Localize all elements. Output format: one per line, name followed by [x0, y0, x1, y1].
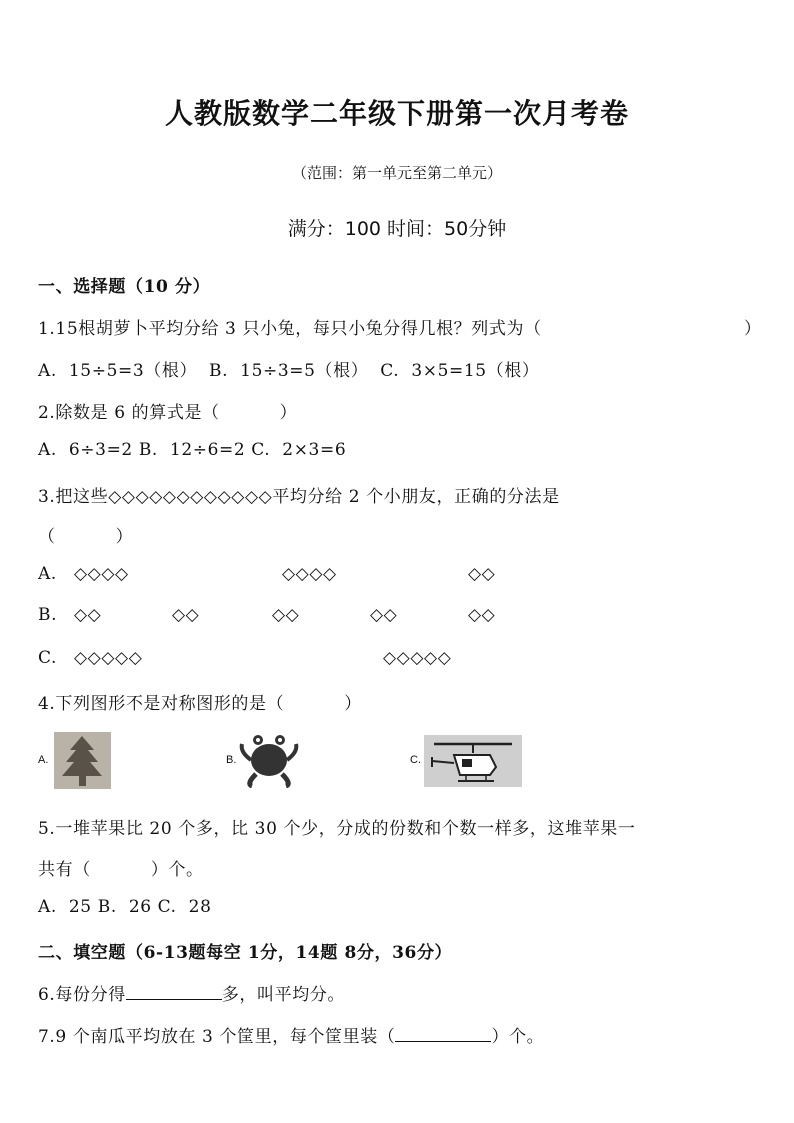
q3-option-a-group: ◇◇◇◇: [74, 564, 129, 584]
q3-option-b-group: ◇◇: [468, 605, 496, 625]
q3-option-a-group: ◇◇: [468, 564, 496, 584]
q7-text-before: 7.9 个南瓜平均放在 3 个筐里，每个筐里装（: [38, 1027, 396, 1047]
q3-option-b-label: B.: [38, 605, 58, 625]
q1-close-paren: ）: [744, 319, 762, 339]
q3-option-c-label: C.: [38, 648, 58, 668]
helicopter-picture: [424, 735, 522, 787]
q3-option-b-group: ◇◇: [74, 605, 102, 625]
q3-option-b-group: ◇◇: [172, 605, 200, 625]
q6-answer-blank[interactable]: [126, 985, 222, 1000]
q3-option-a-label: A.: [38, 564, 57, 584]
q4-stem: 4.下列图形不是对称图形的是（ ）: [38, 694, 362, 714]
q2-options: A. 6÷3=2 B. 12÷6=2 C. 2×3=6: [38, 440, 347, 460]
frog-picture: [238, 730, 300, 788]
q2-stem: 2.除数是 6 的算式是（ ）: [38, 403, 298, 423]
q3-option-b-group: ◇◇: [370, 605, 398, 625]
q4-option-b-label: B.: [226, 754, 237, 766]
q3-stem-continued: （ ）: [38, 527, 134, 547]
q5-stem-line1: 5.一堆苹果比 20 个多，比 30 个少，分成的份数和个数一样多，这堆苹果一: [38, 819, 636, 839]
section-fill-title: 二、填空题（6-13题每空 1分，14题 8分，36分）: [38, 943, 453, 963]
q6-text-after: 多，叫平均分。: [221, 985, 346, 1005]
q1-options: A. 15÷5=3（根） B. 15÷3=5（根） C. 3×5=15（根）: [38, 361, 540, 381]
q3-stem: 3.把这些◇◇◇◇◇◇◇◇◇◇◇◇平均分给 2 个小朋友，正确的分法是: [38, 487, 560, 507]
q3-option-c-group: ◇◇◇◇◇: [74, 648, 143, 668]
q6-line: [38, 980, 345, 1005]
section-choice-title: 一、选择题（10 分）: [38, 277, 211, 297]
q4-option-a-label: A.: [38, 754, 49, 766]
tree-picture: [54, 732, 111, 789]
q3-option-c-group: ◇◇◇◇◇: [383, 648, 452, 668]
q3-option-b-group: ◇◇: [272, 605, 300, 625]
exam-range: （范围：第一单元至第二单元）: [291, 164, 502, 182]
q7-text-after: ）个。: [491, 1027, 545, 1047]
q7-answer-blank[interactable]: [395, 1027, 491, 1042]
q4-option-c-label: C.: [410, 754, 421, 766]
score-and-time: 满分：100 时间：50分钟: [287, 218, 507, 240]
q5-options: A. 25 B. 26 C. 28: [38, 897, 212, 917]
page-title: 人教版数学二年级下册第一次月考卷: [164, 97, 629, 130]
q5-stem-line2: 共有（ ）个。: [38, 860, 204, 880]
q7-line: [38, 1022, 544, 1047]
q6-text-before: 6.每份分得: [38, 985, 126, 1005]
q3-option-a-group: ◇◇◇◇: [282, 564, 337, 584]
q1-stem: 1.15根胡萝卜平均分给 3 只小兔，每只小兔分得几根？列式为（: [38, 319, 542, 339]
